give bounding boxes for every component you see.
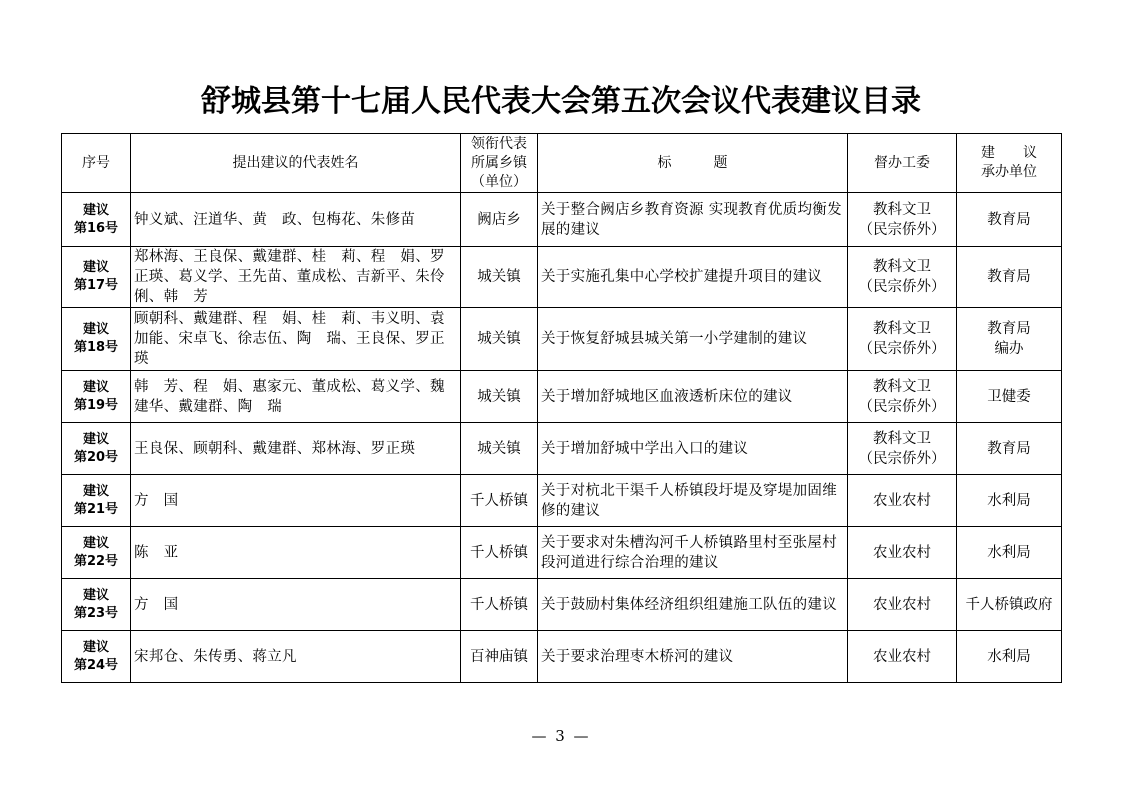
- row-seq-cell: [62, 423, 131, 475]
- row-seq-label: 建议: [82, 260, 109, 275]
- row-seq-number: 第24号: [73, 657, 119, 673]
- row-seq-number: 第19号: [73, 397, 119, 413]
- row-supervisor: 教科文卫 （民宗侨外）: [848, 308, 957, 371]
- page-number: — 3 —: [531, 727, 591, 745]
- row-title: 关于整合阙店乡教育资源 实现教育优质均衡发展的建议: [538, 193, 848, 247]
- row-seq-label: 建议: [82, 535, 109, 551]
- table-row: [62, 475, 1062, 527]
- row-unit: 水利局: [957, 475, 1062, 527]
- header-names: 提出建议的代表姓名: [131, 134, 461, 193]
- row-seq-label: 建议: [82, 483, 109, 499]
- page-title: 舒城县第十七届人民代表大会第五次会议代表建议目录: [201, 84, 921, 119]
- row-seq-label: 建议: [82, 431, 109, 447]
- row-names: 王良保、顾朝科、戴建群、郑林海、罗正瑛: [131, 423, 461, 475]
- row-town: 千人桥镇: [461, 475, 538, 527]
- row-town: 百神庙镇: [461, 631, 538, 683]
- row-names: 陈 亚: [131, 527, 461, 579]
- row-names: 顾朝科、戴建群、程 娟、桂 莉、韦义明、袁加能、宋卓飞、徐志伍、陶 瑞、王良保、罗正瑛: [131, 308, 461, 371]
- row-seq-cell: [62, 193, 131, 247]
- table-row: [62, 193, 1062, 247]
- suggestion-table: [61, 133, 1062, 683]
- row-seq-label: 建议: [82, 379, 109, 395]
- row-seq-cell: [62, 247, 131, 308]
- row-title: 关于要求对朱槽沟河千人桥镇路里村至张屋村段河道进行综合治理的建议: [538, 527, 848, 579]
- row-supervisor: 农业农村: [848, 475, 957, 527]
- row-names: 韩 芳、程 娟、惠家元、董成松、葛义学、魏建华、戴建群、陶 瑞: [131, 371, 461, 423]
- row-town: 城关镇: [461, 247, 538, 308]
- row-town: 千人桥镇: [461, 579, 538, 631]
- row-seq-label: 建议: [82, 202, 109, 218]
- row-names: 方 国: [131, 475, 461, 527]
- table-row: [62, 371, 1062, 423]
- row-seq-cell: [62, 579, 131, 631]
- row-town: 阙店乡: [461, 193, 538, 247]
- row-supervisor: 教科文卫 （民宗侨外）: [848, 371, 957, 423]
- row-town: 城关镇: [461, 371, 538, 423]
- row-unit: 教育局 编办: [957, 308, 1062, 371]
- row-unit: 教育局: [957, 247, 1062, 308]
- row-seq-number: 第18号: [73, 340, 119, 355]
- header-unit: 建 议 承办单位: [957, 134, 1062, 193]
- row-supervisor: 教科文卫 （民宗侨外）: [848, 247, 957, 308]
- row-supervisor: 农业农村: [848, 631, 957, 683]
- row-title: 关于要求治理枣木桥河的建议: [538, 631, 848, 683]
- row-seq-number: 第20号: [73, 449, 119, 465]
- table-row: [62, 579, 1062, 631]
- row-seq-cell: [62, 631, 131, 683]
- row-title: 关于增加舒城地区血液透析床位的建议: [538, 371, 848, 423]
- row-seq-cell: [62, 475, 131, 527]
- row-seq-label: 建议: [82, 322, 109, 337]
- row-title: 关于恢复舒城县城关第一小学建制的建议: [538, 308, 848, 371]
- row-town: 城关镇: [461, 308, 538, 371]
- row-unit: 水利局: [957, 631, 1062, 683]
- table-row: [62, 308, 1062, 371]
- row-seq-cell: [62, 308, 131, 371]
- row-supervisor: 农业农村: [848, 579, 957, 631]
- row-town: 千人桥镇: [461, 527, 538, 579]
- header-town: 领衔代表 所属乡镇 （单位）: [461, 134, 538, 193]
- row-unit: 水利局: [957, 527, 1062, 579]
- table-row: [62, 527, 1062, 579]
- row-title: 关于鼓励村集体经济组织组建施工队伍的建议: [538, 579, 848, 631]
- row-seq-number: 第21号: [73, 501, 119, 517]
- table-row: [62, 631, 1062, 683]
- row-names: 宋邦仓、朱传勇、蒋立凡: [131, 631, 461, 683]
- row-title: 关于实施孔集中心学校扩建提升项目的建议: [538, 247, 848, 308]
- header-title: 标 题: [538, 134, 848, 193]
- row-seq-number: 第16号: [73, 220, 119, 236]
- row-seq-number: 第22号: [73, 553, 119, 569]
- row-supervisor: 教科文卫 （民宗侨外）: [848, 423, 957, 475]
- header-seq: 序号: [62, 134, 131, 193]
- header-supervisor: 督办工委: [848, 134, 957, 193]
- table-row: [62, 247, 1062, 308]
- row-unit: 卫健委: [957, 371, 1062, 423]
- table-row: [62, 423, 1062, 475]
- row-unit: 教育局: [957, 193, 1062, 247]
- row-names: 钟义斌、汪道华、黄 政、包梅花、朱修苗: [131, 193, 461, 247]
- row-title: 关于增加舒城中学出入口的建议: [538, 423, 848, 475]
- row-unit: 千人桥镇政府: [957, 579, 1062, 631]
- row-title: 关于对杭北干渠千人桥镇段圩堤及穿堤加固维修的建议: [538, 475, 848, 527]
- row-town: 城关镇: [461, 423, 538, 475]
- row-names: 郑林海、王良保、戴建群、桂 莉、程 娟、罗正瑛、葛义学、王先苗、董成松、吉新平、朱伶俐、韩 芳: [131, 247, 461, 308]
- row-seq-label: 建议: [82, 587, 109, 603]
- row-seq-label: 建议: [82, 639, 109, 655]
- row-seq-cell: [62, 527, 131, 579]
- row-supervisor: 教科文卫 （民宗侨外）: [848, 193, 957, 247]
- row-supervisor: 农业农村: [848, 527, 957, 579]
- row-seq-cell: [62, 371, 131, 423]
- row-seq-number: 第17号: [73, 278, 119, 293]
- row-names: 方 国: [131, 579, 461, 631]
- row-seq-number: 第23号: [73, 605, 119, 621]
- row-unit: 教育局: [957, 423, 1062, 475]
- table-header-row: [62, 134, 1062, 193]
